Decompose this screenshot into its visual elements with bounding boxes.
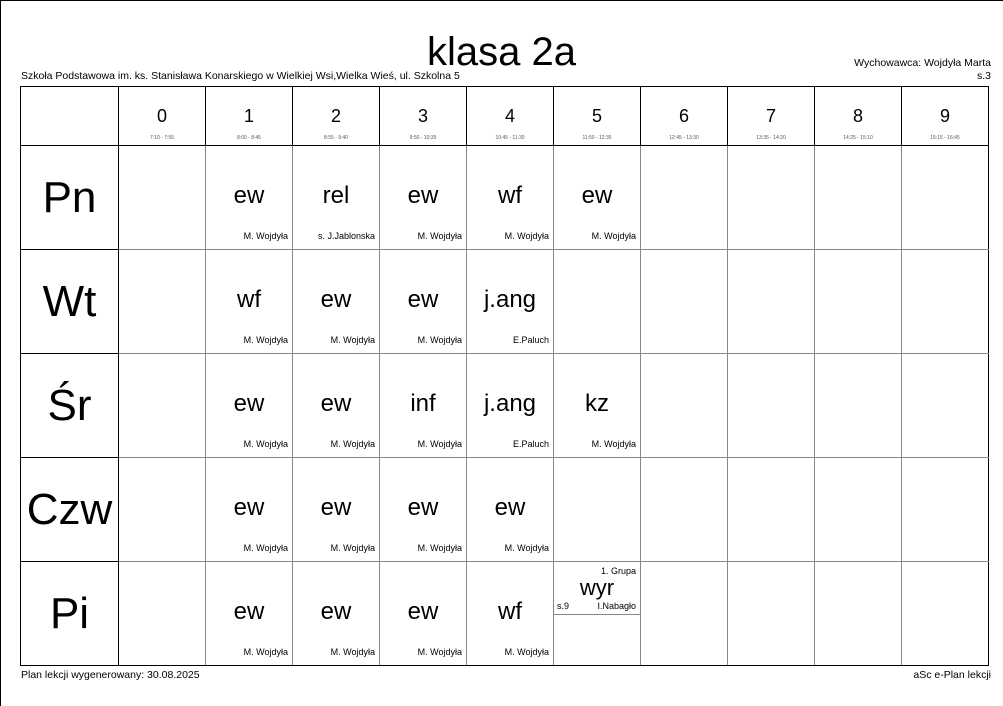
page-title: klasa 2a: [427, 30, 576, 74]
lesson-cell[interactable]: [206, 354, 293, 458]
teacher-label: M. Wojdyła: [591, 231, 636, 241]
page-border-left: [0, 0, 1, 706]
lesson-cell[interactable]: [554, 250, 641, 354]
lesson-cell[interactable]: [467, 458, 554, 562]
teacher-label: M. Wojdyła: [417, 439, 462, 449]
lesson-cell[interactable]: [728, 354, 815, 458]
day-row: [21, 250, 989, 354]
lesson-cell[interactable]: [728, 250, 815, 354]
period-number: 9: [939, 106, 950, 126]
teacher-label: M. Wojdyła: [504, 231, 549, 241]
lesson-cell[interactable]: [119, 354, 206, 458]
period-header-9: [902, 87, 989, 146]
lesson-cell[interactable]: [119, 250, 206, 354]
day-label: Pn: [21, 146, 119, 250]
lesson-cell[interactable]: [206, 250, 293, 354]
teacher-label: M. Wojdyła: [330, 543, 375, 553]
teacher-label: M. Wojdyła: [243, 543, 288, 553]
corner-cell: [21, 87, 119, 146]
period-time: 8:00 - 8:45: [237, 135, 261, 141]
subject-label: ew: [233, 494, 265, 521]
period-number: 8: [852, 106, 863, 126]
day-label: Wt: [21, 250, 119, 354]
lesson-cell[interactable]: [641, 146, 728, 250]
subject-label: wyr: [579, 575, 615, 600]
lesson-cell[interactable]: [815, 250, 902, 354]
subject-label: ew: [233, 390, 265, 417]
period-header-3: [380, 87, 467, 146]
subject-label: ew: [581, 182, 613, 209]
lesson-cell[interactable]: [380, 458, 467, 562]
period-number: 4: [504, 106, 515, 126]
lesson-cell[interactable]: [815, 562, 902, 666]
teacher-label: M. Wojdyła: [504, 543, 549, 553]
period-header-1: [206, 87, 293, 146]
lesson-cell[interactable]: [119, 562, 206, 666]
subject-label: j.ang: [483, 390, 537, 417]
period-time: 13:35 - 14:20: [756, 135, 786, 141]
teacher-label: M. Wojdyła: [417, 335, 462, 345]
subject-label: ew: [320, 286, 352, 313]
day-row: [21, 458, 989, 562]
lesson-cell[interactable]: [641, 562, 728, 666]
lesson-cell[interactable]: [467, 250, 554, 354]
subject-label: ew: [407, 182, 439, 209]
subject-label: kz: [585, 390, 609, 417]
day-label: Śr: [21, 354, 119, 458]
lesson-cell[interactable]: [902, 354, 989, 458]
day-row: [21, 146, 989, 250]
teacher-label: E.Paluch: [512, 335, 549, 345]
subject-label: ew: [233, 182, 265, 209]
lesson-cell[interactable]: [902, 458, 989, 562]
teacher-label: M. Wojdyła: [330, 647, 375, 657]
teacher-label: M. Wojdyła: [417, 231, 462, 241]
teacher-label: s. J.Jablonska: [317, 231, 375, 241]
lesson-cell[interactable]: [554, 354, 641, 458]
teacher-label: M. Wojdyła: [243, 335, 288, 345]
period-header-7: [728, 87, 815, 146]
period-time: 9:50 - 10:35: [409, 135, 437, 141]
teacher-label: M. Wojdyła: [417, 543, 462, 553]
period-header-6: [641, 87, 728, 146]
lesson-cell[interactable]: [467, 146, 554, 250]
period-number: 7: [765, 106, 776, 126]
lesson-cell[interactable]: [380, 354, 467, 458]
lesson-cell[interactable]: [554, 562, 641, 666]
subject-label: ew: [494, 494, 526, 521]
period-time: 12:45 - 13:30: [669, 135, 699, 141]
period-time: 7:10 - 7:55: [150, 135, 174, 141]
lesson-cell[interactable]: [641, 250, 728, 354]
period-time: 10:45 - 11:30: [495, 135, 525, 141]
subject-label: ew: [233, 598, 265, 625]
period-header-0: [119, 87, 206, 146]
teacher-label: M. Wojdyła: [330, 439, 375, 449]
lesson-cell[interactable]: [293, 562, 380, 666]
subject-label: ew: [407, 286, 439, 313]
subject-label: ew: [407, 598, 439, 625]
timetable-body: [21, 146, 989, 666]
lesson-cell[interactable]: [902, 250, 989, 354]
day-row: [21, 354, 989, 458]
lesson-cell[interactable]: [119, 458, 206, 562]
subject-label: wf: [237, 286, 261, 313]
period-time: 15:15 - 16:45: [930, 135, 960, 141]
subject-label: inf: [410, 390, 436, 417]
day-row: [21, 562, 989, 666]
lesson-cell[interactable]: [815, 458, 902, 562]
group-label: 1. Grupa: [600, 566, 636, 576]
lesson-cell[interactable]: [293, 458, 380, 562]
teacher-label: M. Wojdyła: [504, 647, 549, 657]
class-room: s.3: [976, 70, 991, 82]
subject-label: wf: [498, 598, 522, 625]
page-border-top: [0, 0, 1003, 1]
subject-label: rel: [322, 182, 350, 209]
period-number: 1: [243, 106, 254, 126]
brand-label: aSc e-Plan lekcji: [913, 669, 991, 681]
period-header-row: [21, 87, 989, 146]
lesson-cell[interactable]: [380, 562, 467, 666]
day-label: Czw: [21, 458, 119, 562]
lesson-cell[interactable]: [206, 146, 293, 250]
lesson-cell[interactable]: [206, 458, 293, 562]
period-number: 6: [678, 106, 689, 126]
teacher-label: M. Wojdyła: [243, 439, 288, 449]
school-name: Szkoła Podstawowa im. ks. Stanisława Konarskiego w Wielkiej Wsi,Wielka Wieś, ul. Szkolna 5: [21, 70, 460, 82]
generated-date: Plan lekcji wygenerowany: 30.08.2025: [21, 669, 200, 681]
teacher-label: M. Wojdyła: [591, 439, 636, 449]
subject-label: ew: [320, 598, 352, 625]
lesson-cell[interactable]: [293, 250, 380, 354]
period-header-2: [293, 87, 380, 146]
lesson-cell[interactable]: [641, 354, 728, 458]
lesson-cell[interactable]: [467, 562, 554, 666]
period-header-4: [467, 87, 554, 146]
subject-label: j.ang: [483, 286, 537, 313]
subject-label: ew: [407, 494, 439, 521]
lesson-cell[interactable]: [119, 146, 206, 250]
lesson-cell[interactable]: [728, 146, 815, 250]
day-label: Pi: [21, 562, 119, 666]
lesson-cell[interactable]: [728, 562, 815, 666]
teacher-label: E.Paluch: [512, 439, 549, 449]
lesson-cell[interactable]: [293, 354, 380, 458]
teacher-label: M. Wojdyła: [243, 231, 288, 241]
period-number: 2: [330, 106, 341, 126]
period-header-8: [815, 87, 902, 146]
class-teacher: Wychowawca: Wojdyła Marta: [854, 57, 991, 69]
room-label: s.9: [557, 601, 570, 611]
lesson-cell[interactable]: [554, 458, 641, 562]
period-time: 8:55 - 9:40: [324, 135, 348, 141]
subject-label: ew: [320, 390, 352, 417]
teacher-label: I.Nabagło: [597, 601, 636, 611]
lesson-cell[interactable]: [902, 562, 989, 666]
period-time: 14:25 - 15:10: [843, 135, 873, 141]
lesson-cell[interactable]: [641, 458, 728, 562]
teacher-label: M. Wojdyła: [243, 647, 288, 657]
period-time: 11:50 - 12:35: [582, 135, 612, 141]
timetable-grid: [20, 86, 989, 666]
subject-label: wf: [498, 182, 522, 209]
lesson-cell[interactable]: [902, 146, 989, 250]
lesson-cell[interactable]: [815, 354, 902, 458]
lesson-cell[interactable]: [380, 146, 467, 250]
period-number: 3: [417, 106, 428, 126]
lesson-cell[interactable]: [206, 562, 293, 666]
period-number: 5: [591, 106, 602, 126]
lesson-cell[interactable]: [815, 146, 902, 250]
lesson-cell[interactable]: [380, 250, 467, 354]
lesson-cell[interactable]: [467, 354, 554, 458]
group-lesson[interactable]: [554, 562, 640, 615]
teacher-label: M. Wojdyła: [330, 335, 375, 345]
period-number: 0: [156, 106, 167, 126]
lesson-cell[interactable]: [293, 146, 380, 250]
lesson-cell[interactable]: [554, 146, 641, 250]
period-header-5: [554, 87, 641, 146]
teacher-label: M. Wojdyła: [417, 647, 462, 657]
lesson-cell[interactable]: [728, 458, 815, 562]
subject-label: ew: [320, 494, 352, 521]
